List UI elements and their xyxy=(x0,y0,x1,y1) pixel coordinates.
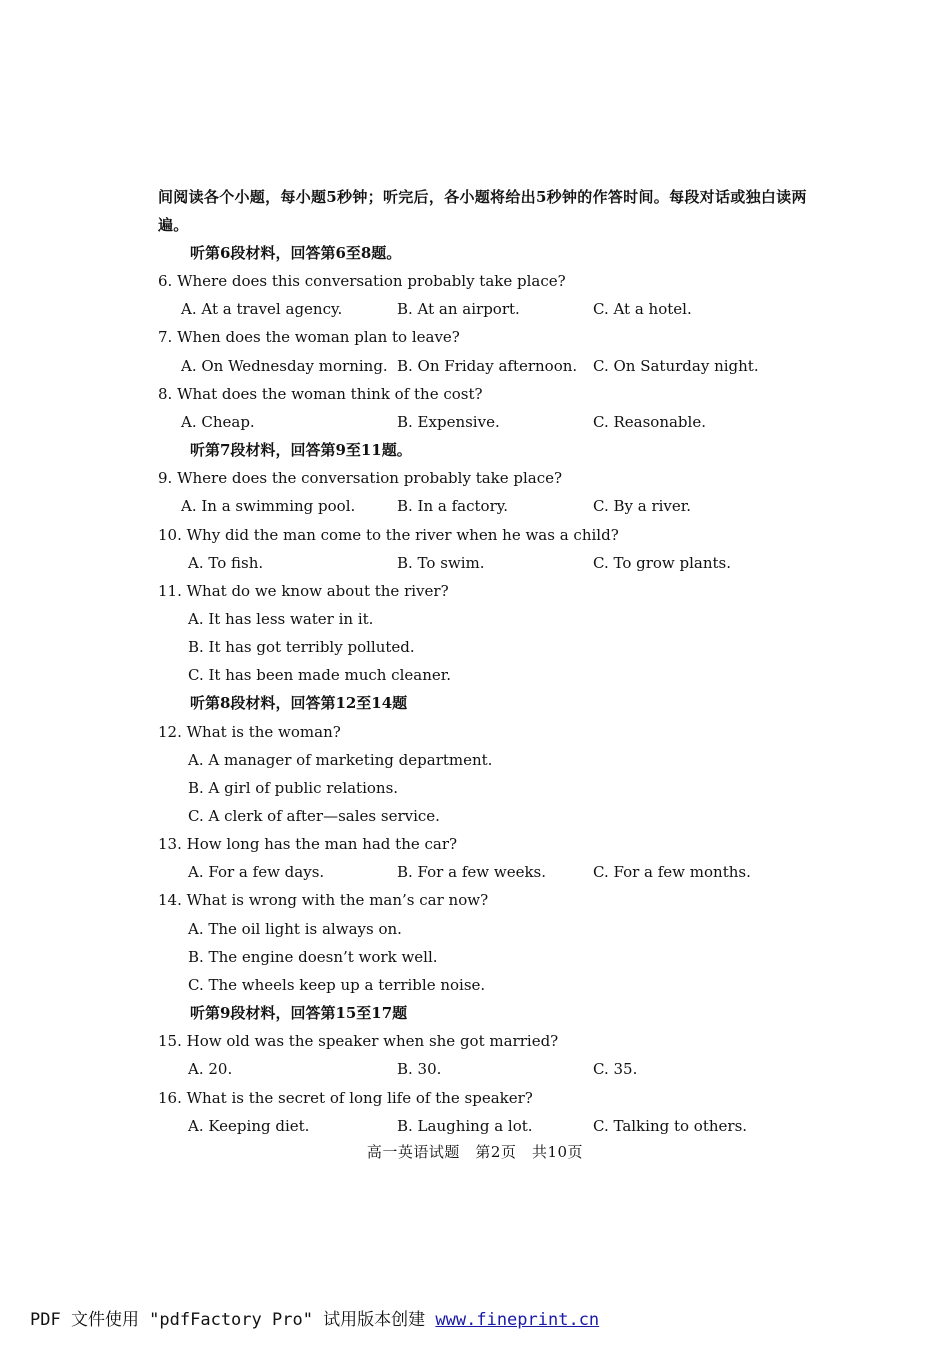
answer-option: A. For a few days. xyxy=(188,863,325,882)
question-text: 7. When does the woman plan to leave? xyxy=(158,328,460,347)
answer-option: C. For a few months. xyxy=(593,863,751,882)
section-heading: 听第6段材料，回答第6至8题。 xyxy=(190,244,402,262)
question-text: 8. What does the woman think of the cost? xyxy=(158,384,483,403)
question-text: 16. What is the secret of long life of the speaker? xyxy=(158,1088,533,1107)
answer-option: B. The engine doesn’t work well. xyxy=(188,947,438,966)
answer-option: B. To swim. xyxy=(397,553,485,572)
answer-option: A. To fish. xyxy=(188,553,264,572)
question-text: 12. What is the woman? xyxy=(158,722,341,741)
answer-option: A. Cheap. xyxy=(181,412,255,431)
answer-option: A. 20. xyxy=(188,1060,233,1079)
question-text: 11. What do we know about the river? xyxy=(158,581,449,600)
answer-option: C. A clerk of after—sales service. xyxy=(188,807,440,825)
answer-option: A. It has less water in it. xyxy=(188,609,374,628)
question-text: 6. Where does this conversation probably take place? xyxy=(158,272,566,291)
answer-option: B. Expensive. xyxy=(397,412,500,431)
answer-option: C. On Saturday night. xyxy=(593,356,759,375)
answer-option: C. By a river. xyxy=(593,497,692,516)
question-text: 14. What is wrong with the man’s car now? xyxy=(158,891,489,910)
pdf-banner-text: PDF 文件使用 "pdfFactory Pro" 试用版本创建 xyxy=(30,1310,436,1330)
question-text: 10. Why did the man come to the river when he was a child? xyxy=(158,525,619,544)
answer-option: C. 35. xyxy=(593,1060,638,1079)
answer-option: A. In a swimming pool. xyxy=(181,497,356,516)
answer-option: B. 30. xyxy=(397,1060,442,1079)
question-text: 15. How old was the speaker when she got married? xyxy=(158,1032,559,1051)
section-heading: 听第9段材料，回答第15至17题 xyxy=(190,1004,408,1023)
answer-option: A. On Wednesday morning. xyxy=(181,356,388,375)
answer-option: C. Reasonable. xyxy=(593,412,706,431)
pdf-watermark-banner xyxy=(30,1306,599,1334)
answer-option: A. At a travel agency. xyxy=(181,300,343,319)
page-footer: 高一英语试题 第2页 共10页 xyxy=(366,1143,584,1161)
answer-option: B. In a factory. xyxy=(397,497,508,516)
answer-option: B. It has got terribly polluted. xyxy=(188,638,415,657)
answer-option: B. Laughing a lot. xyxy=(397,1116,533,1135)
fineprint-link[interactable]: www.fineprint.cn xyxy=(435,1310,600,1330)
answer-option: C. To grow plants. xyxy=(593,553,732,572)
answer-option: C. At a hotel. xyxy=(593,300,692,319)
answer-option: C. The wheels keep up a terrible noise. xyxy=(188,975,486,994)
instructions-text: 间阅读各个小题，每小题5秒钟；听完后，各小题将给出5秒钟的作答时间。每段对话或独白读两遍。 xyxy=(158,188,807,234)
question-text: 9. Where does the conversation probably take place? xyxy=(158,469,563,488)
answer-option: B. A girl of public relations. xyxy=(188,778,399,797)
question-text: 13. How long has the man had the car? xyxy=(158,835,458,854)
answer-option: A. The oil light is always on. xyxy=(188,919,402,938)
section-heading: 听第7段材料，回答第9至11题。 xyxy=(190,441,412,460)
answer-option: A. Keeping diet. xyxy=(188,1116,310,1135)
section-heading: 听第8段材料，回答第12至14题 xyxy=(190,694,408,713)
answer-option: C. Talking to others. xyxy=(593,1116,748,1135)
answer-option: B. For a few weeks. xyxy=(397,863,547,882)
answer-option: A. A manager of marketing department. xyxy=(188,750,493,769)
answer-option: B. At an airport. xyxy=(397,300,520,319)
answer-option: B. On Friday afternoon. xyxy=(397,356,578,375)
answer-option: C. It has been made much cleaner. xyxy=(188,666,452,685)
